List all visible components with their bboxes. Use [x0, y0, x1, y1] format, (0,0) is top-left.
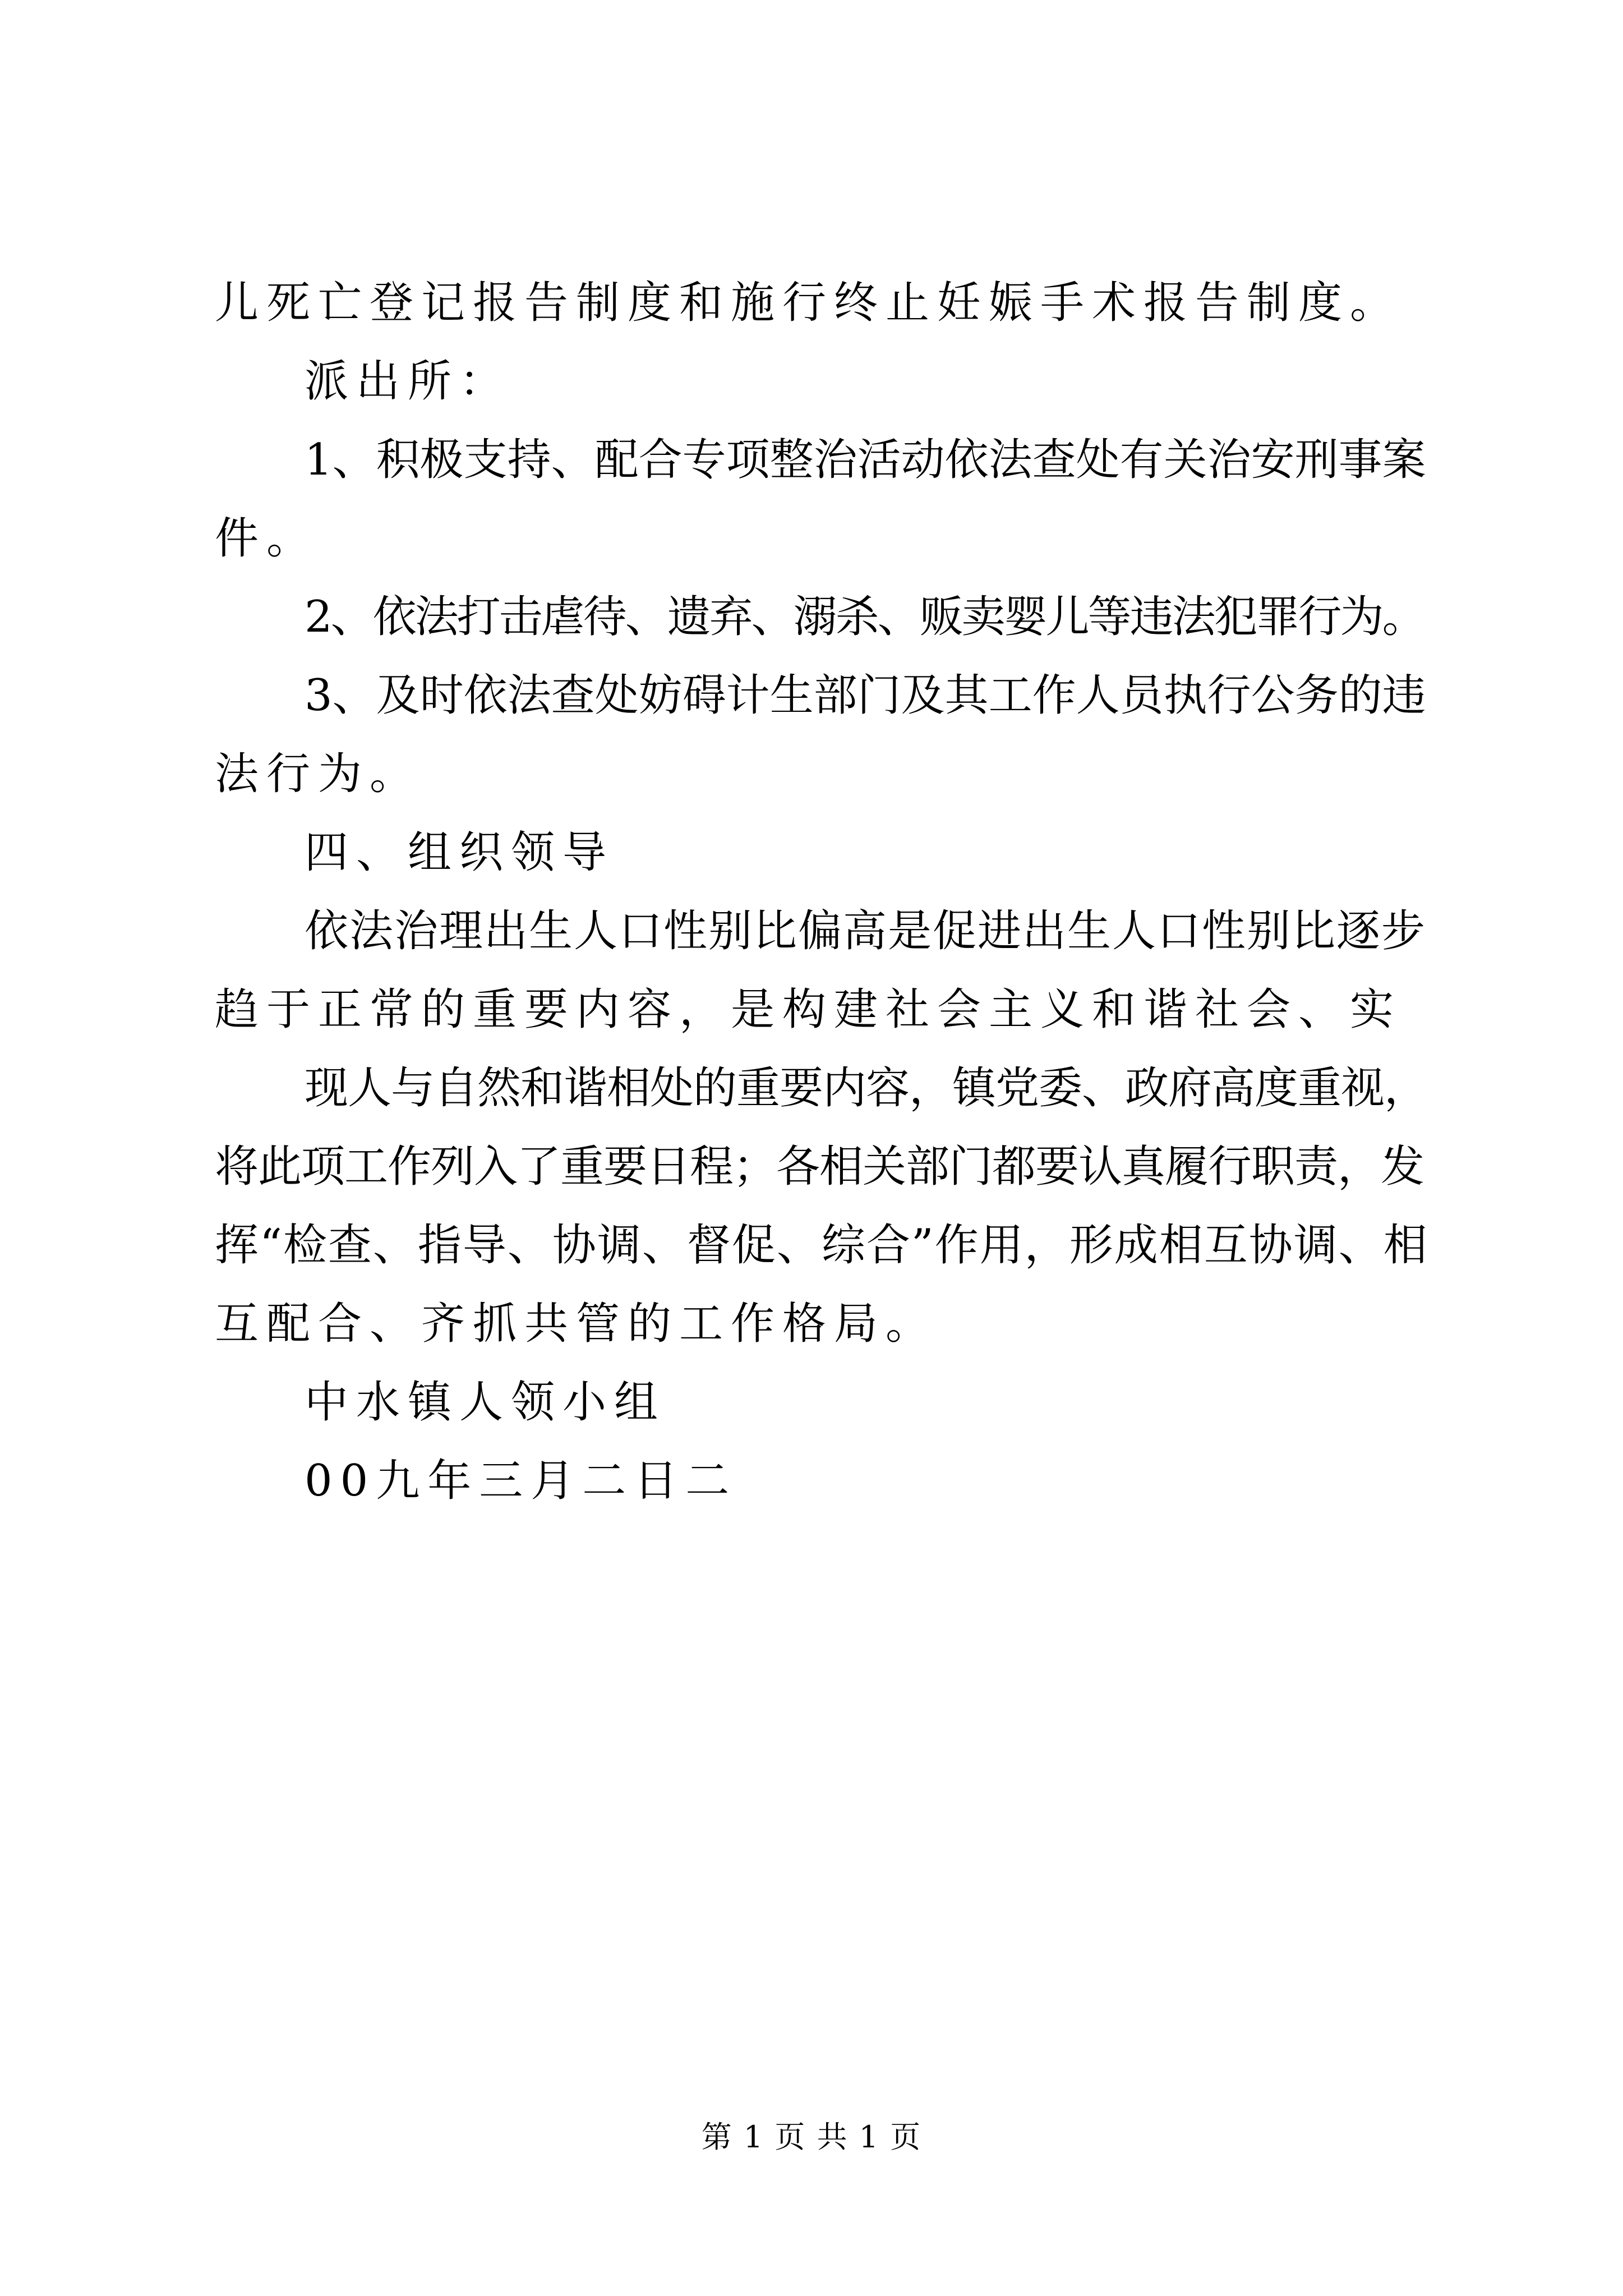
text-line: 派出所：	[305, 356, 511, 407]
document-body	[215, 264, 1432, 1520]
text-line: 互配合、齐抓共管的工作格局。	[215, 1299, 938, 1349]
text-line: 法行为。	[215, 749, 422, 799]
signature-date: 00九年三月二日二	[305, 1456, 737, 1506]
text-line: 儿死亡登记报告制度和施行终止妊娠手术报告制度。	[215, 278, 1402, 328]
text-line: 现人与自然和谐相处的重要内容，镇党委、政府高度重视，	[305, 1063, 1428, 1114]
text-line: 3、及时依法查处妨碍计生部门及其工作人员执行公务的违	[305, 670, 1426, 721]
text-line: 趋于正常的重要内容，是构建社会主义和谐社会、实	[215, 984, 1402, 1035]
text-line: 1、积极支持、配合专项整治活动依法查处有关治安刑事案	[305, 435, 1426, 485]
text-line: 依法治理出生人口性别比偏高是促进出生人口性别比逐步	[305, 906, 1427, 956]
text-line: 挥“检查、指导、协调、督促、综合”作用，形成相互协调、相	[215, 1220, 1428, 1271]
page-footer: 第 1 页 共 1 页	[701, 2119, 922, 2155]
section-heading: 四、组织领导	[305, 827, 615, 878]
text-line: 2、依法打击虐待、遗弃、溺杀、贩卖婴儿等违法犯罪行为。	[305, 592, 1424, 642]
text-line: 将此项工作列入了重要日程；各相关部门都要认真履行职责，发	[215, 1142, 1424, 1192]
signature-org: 中水镇人领小组	[305, 1377, 666, 1428]
text-line: 件。	[215, 513, 319, 564]
